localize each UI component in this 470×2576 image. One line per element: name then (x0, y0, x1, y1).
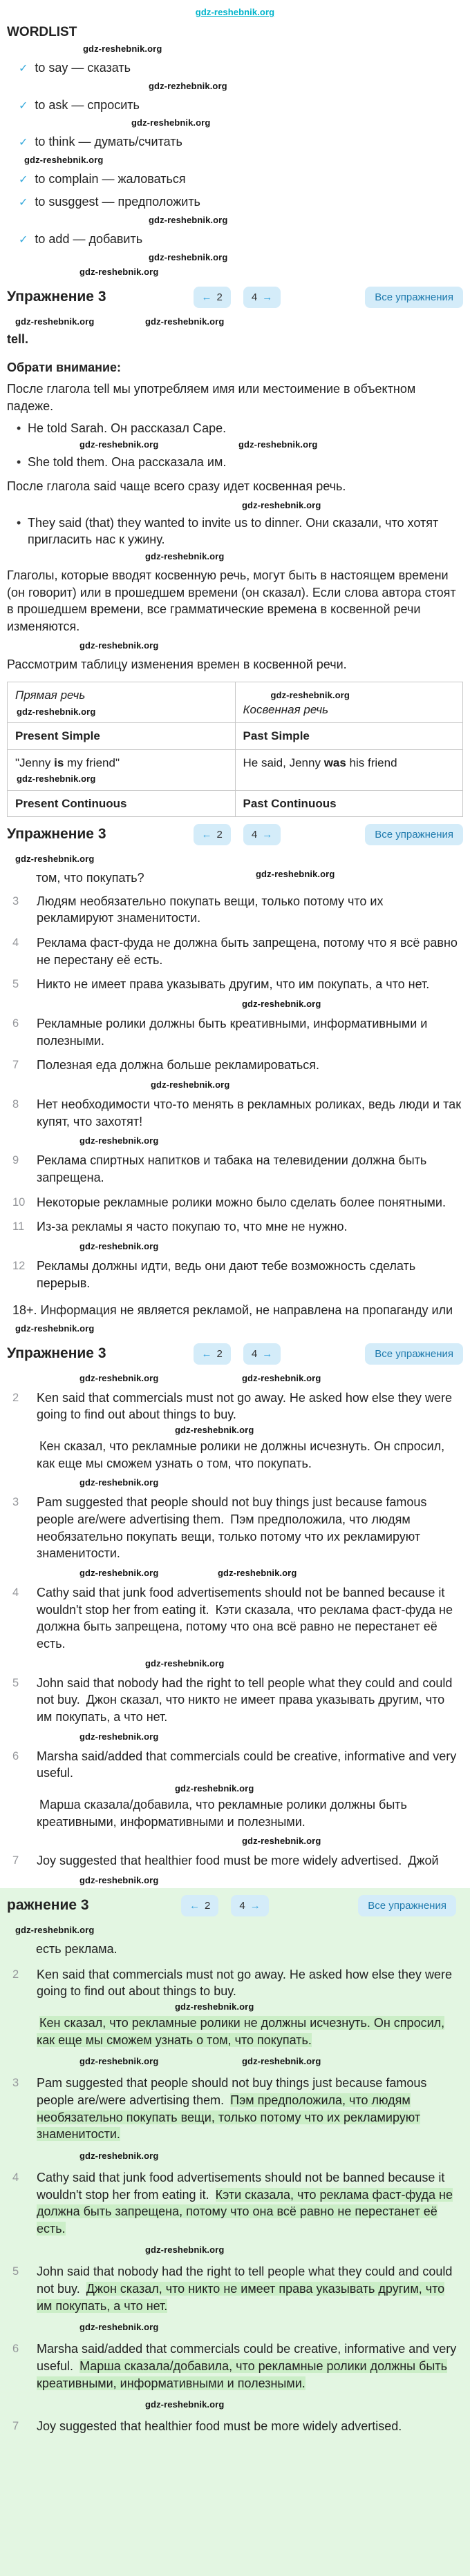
answer-item (7, 2335, 463, 2398)
watermark: gdz-reshebnik.org (79, 1477, 159, 1488)
watermark: gdz-reshebnik.org (175, 2001, 254, 2012)
answer-english: Ken said that commercials must not go away. He asked how else they were going to find out about things to buy. (37, 1390, 452, 1422)
arrow-left-icon: ← (201, 829, 212, 841)
answer-fragment: том, что покупать? (36, 871, 144, 885)
answer-item (7, 1849, 463, 1874)
item-number: 3 (12, 2077, 19, 2090)
answer-item (7, 1581, 463, 1657)
grammar-example: • She told them. Она рассказала им. (7, 452, 463, 472)
item-number: 5 (12, 2265, 19, 2278)
answer-english: Cathy said that junk food advertisements should not be banned because it wouldn't stop her from eating it. (37, 2170, 445, 2202)
translation-text: Полезная еда должна больше рекламироваться. (37, 1058, 320, 1073)
answer-item (7, 1671, 463, 1730)
translation-item (7, 890, 463, 931)
watermark: gdz-reshebnik.org (145, 1657, 225, 1669)
prev-exercise-number: 2 (216, 291, 223, 304)
translation-item (7, 931, 463, 972)
answer-item (7, 2258, 463, 2320)
check-icon: ✓ (19, 197, 28, 209)
answer-text (37, 2418, 462, 2435)
next-exercise-number: 4 (239, 1899, 245, 1912)
answer-text (37, 2075, 462, 2143)
answer-russian: Кэти сказала, что реклама фаст-фуда не должна быть запрещена, потому что она всё равно не перестанет её есть. (37, 2187, 453, 2236)
next-exercise-button[interactable] (243, 1343, 281, 1365)
answer-english: Marsha said/added that commercials could be creative, informative and very useful. (37, 1749, 457, 1780)
watermark: gdz-reshebnik.org (175, 1425, 254, 1436)
wordlist-item-text: to think — думать/считать (35, 135, 182, 149)
watermark: gdz-reshebnik.org (149, 215, 228, 226)
translation-text: Нет необходимости что-то менять в рекламных роликах, ведь люди и так купят, что захотят! (37, 1097, 462, 1128)
tense-direct: Present Continuous (8, 790, 236, 816)
translation-text: Людям необязательно покупать вещи, только потому что их рекламируют знаменитости. (37, 894, 384, 925)
wordlist-item (7, 57, 463, 79)
exercise-title: Упражнение 3 (7, 289, 106, 305)
item-number: 3 (12, 1496, 19, 1509)
answer-english: Cathy said that junk food advertisements should not be banned because it wouldn't stop her from eating it. (37, 1586, 445, 1617)
answer-text (37, 2263, 462, 2314)
table-header-reported-speech: gdz-reshebnik.org Косвенная речь (235, 682, 463, 723)
item-number: 7 (12, 1059, 19, 1072)
item-number: 2 (12, 1391, 19, 1404)
tense-change-table (7, 682, 463, 817)
translation-text: Рекламы должны идти, ведь они дают тебе возможность сделать перерыв. (37, 1258, 416, 1290)
all-exercises-button[interactable]: Все упражнения (358, 1895, 456, 1916)
arrow-right-icon: → (262, 1347, 273, 1360)
pager (194, 287, 281, 308)
exercise-navbar (0, 1336, 470, 1372)
translation-text: Никто не имеет права указывать другим, что им покупать, а что нет. (37, 977, 430, 992)
translation-text: Реклама спиртных напитков и табака на телевидении должна быть запрещена. (37, 1153, 427, 1184)
watermark: gdz-reshebnik.org (242, 2056, 321, 2067)
translation-item (7, 1012, 463, 1053)
item-number: 4 (12, 936, 19, 949)
tense-direct: Present Simple (8, 723, 236, 749)
answer-text (37, 1584, 462, 1653)
table-row (8, 723, 463, 749)
watermark: gdz-reshebnik.org (83, 43, 162, 54)
example-direct: "Jenny is my friend" gdz-reshebnik.org (8, 749, 236, 790)
answer-english: Marsha said/added that commercials could be creative, informative and very useful. (37, 2342, 457, 2374)
watermark: gdz-reshebnik.org (151, 1079, 230, 1090)
item-number: 7 (12, 1854, 19, 1867)
grammar-example: • He told Sarah. Он рассказал Саре. (7, 419, 463, 439)
arrow-right-icon: → (250, 1899, 261, 1912)
example-reported: He said, Jenny was his friend (235, 749, 463, 790)
grammar-example: • They said (that) they wanted to invite us to dinner. Они сказали, что хотят пригласить нас к ужину. (7, 513, 463, 550)
answer-text (37, 1494, 462, 1562)
item-number: 2 (12, 1968, 19, 1981)
answer-english: Pam suggested that people should not buy things just because famous people are/were advertising them. (37, 2076, 427, 2107)
translation-item (7, 1215, 463, 1240)
next-exercise-number: 4 (251, 829, 258, 841)
watermark: gdz-reshebnik.org (242, 499, 321, 510)
wordlist-item (7, 191, 463, 213)
translation-item (7, 1254, 463, 1296)
grammar-paragraph: Глаголы, которые вводят косвенную речь, могут быть в настоящем времени (он говорит) или в прошедшем времени (он сказал). Если слова автора стоят в прошедшем времени, все грамматические времена в косвенной речи изменяются. (7, 568, 456, 633)
next-exercise-button[interactable] (243, 287, 281, 308)
watermark: gdz-reshebnik.org (270, 690, 350, 701)
watermark: gdz-reshebnik.org (79, 640, 159, 651)
answer-text (37, 1675, 462, 1726)
translations-section (0, 852, 470, 1336)
answer-item (7, 2412, 463, 2441)
watermark: gdz-reshebnik.org (79, 1372, 159, 1383)
pager (181, 1895, 269, 1916)
watermark: gdz-reshebnik.org (79, 1874, 159, 1885)
tense-reported: Past Simple (235, 723, 463, 749)
answer-russian: Марша сказала/добавила, что рекламные ролики должны быть креативными, информативными и полезными. (37, 1797, 407, 1829)
next-exercise-number: 4 (251, 1347, 258, 1360)
wordlist-item (7, 228, 463, 251)
item-number: 6 (12, 2343, 19, 2356)
wordlist-item-text: to say — сказать (35, 60, 131, 75)
item-number: 6 (12, 1749, 19, 1762)
wordlist-title: WORDLIST (7, 24, 77, 39)
prev-exercise-button[interactable] (194, 287, 231, 308)
exercise-title: ражнение 3 (7, 1897, 89, 1914)
watermark: gdz-reshebnik.org (17, 773, 96, 784)
translation-text: Некоторые рекламные ролики можно было сделать более понятными. (37, 1195, 446, 1209)
answer-text (37, 1390, 462, 1472)
translation-text: Из-за рекламы я часто покупаю то, что мне не нужно. (37, 1220, 348, 1234)
note-title: Обрати внимание: (7, 360, 122, 374)
wordlist-section (0, 0, 470, 280)
answer-english: Joy suggested that healthier food must be more widely advertised. (37, 2419, 402, 2434)
item-number: 6 (12, 1017, 19, 1030)
item-number: 10 (12, 1195, 26, 1209)
prev-exercise-button[interactable] (181, 1895, 218, 1916)
table-row (8, 790, 463, 816)
watermark: gdz-reshebnik.org (242, 1372, 321, 1383)
translation-item (7, 972, 463, 997)
watermark: gdz-reshebnik.org (242, 1836, 321, 1847)
check-icon: ✓ (19, 174, 28, 186)
watermark: gdz-reshebnik.org (79, 1135, 159, 1146)
highlighted-answers-section (0, 1888, 470, 2576)
arrow-right-icon: → (262, 829, 273, 841)
answer-item (7, 1490, 463, 1566)
answer-russian: Пэм предположила, что людям необязательно покупать вещи, только потому что их рекламируют знаменитости. (37, 1512, 421, 1561)
watermark: gdz-reshebnik.org (79, 2056, 159, 2067)
site-watermark-link[interactable]: gdz-reshebnik.org (195, 7, 275, 17)
check-icon: ✓ (19, 137, 28, 149)
watermark: gdz-reshebnik.org (15, 1323, 95, 1334)
answer-russian: Кен сказал, что рекламные ролики не должны исчезнуть. Он спросил, как еще мы сможем узнать о том, что покупать. (37, 2015, 445, 2047)
exercise-title: Упражнение 3 (7, 826, 106, 843)
watermark: gdz-reshebnik.org (175, 1782, 254, 1794)
item-number: 3 (12, 894, 19, 907)
check-icon: ✓ (19, 234, 28, 247)
answer-item (7, 1744, 463, 1835)
watermark: gdz-reshebnik.org (145, 2399, 225, 2410)
watermark: gdz-reshebnik.org (79, 1731, 159, 1742)
wordlist-item (7, 94, 463, 117)
prev-exercise-number: 2 (216, 1347, 223, 1360)
answer-russian: Марша сказала/добавила, что рекламные ролики должны быть креативными, информативными и полезными. (37, 2359, 447, 2390)
arrow-left-icon: ← (201, 1347, 212, 1360)
item-number: 9 (12, 1154, 19, 1167)
answers-section (0, 1372, 470, 1888)
answer-russian: Пэм предположила, что людям необязательно покупать вещи, только потому что их рекламируют знаменитости. (37, 2093, 421, 2142)
exercise-navbar (0, 280, 470, 315)
prev-exercise-number: 2 (205, 1899, 211, 1912)
watermark: gdz-rezhebnik.org (149, 80, 227, 91)
translation-text: Реклама фаст-фуда не должна быть запрещена, потому что я всё равно не перестану её есть. (37, 935, 458, 967)
watermark: gdz-reshebnik.org (145, 2245, 225, 2256)
watermark: gdz-reshebnik.org (242, 998, 321, 1009)
answer-text (37, 1966, 462, 2049)
answer-text (37, 2340, 462, 2392)
watermark: gdz-reshebnik.org (24, 155, 104, 166)
grammar-paragraph: Рассмотрим таблицу изменения времен в косвенной речи. (7, 657, 347, 671)
table-row (8, 749, 463, 790)
item-number: 11 (12, 1220, 25, 1233)
answer-text (37, 2169, 462, 2238)
check-icon: ✓ (19, 62, 28, 75)
watermark: gdz-reshebnik.org (17, 706, 96, 717)
answer-english: Pam suggested that people should not buy things just because famous people are/were advertising them. (37, 1495, 427, 1527)
answer-fragment: есть реклама. (36, 1941, 118, 1956)
translation-item (7, 1053, 463, 1078)
exercise-navbar (0, 817, 470, 852)
answer-english: John said that nobody had the right to tell people what they could and could not buy. (37, 2265, 453, 2296)
answer-item (7, 2164, 463, 2244)
arrow-left-icon: ← (201, 291, 212, 304)
translation-text: Рекламные ролики должны быть креативными, информативными и полезными. (37, 1016, 428, 1048)
watermark: gdz-reshebnik.org (15, 1924, 95, 1935)
watermark: gdz-reshebnik.org (79, 2322, 159, 2333)
item-number: 4 (12, 1586, 19, 1599)
check-icon: ✓ (19, 99, 28, 112)
wordlist-item-text: to ask — спросить (35, 97, 140, 112)
prev-exercise-button[interactable] (194, 1343, 231, 1365)
item-number: 7 (12, 2420, 19, 2433)
answer-item (7, 1386, 463, 1477)
all-exercises-button[interactable]: Все упражнения (365, 287, 463, 308)
translation-item (7, 1191, 463, 1215)
answer-english: Ken said that commercials must not go away. He asked how else they were going to find out about things to buy. (37, 1967, 452, 1999)
answer-russian: Джон сказал, что никто не имеет права указывать другим, что им покупать, а что нет. (37, 1693, 445, 1724)
watermark: gdz-reshebnik.org (149, 252, 228, 263)
arrow-right-icon: → (262, 291, 273, 304)
grammar-paragraph: После глагола tell мы употребляем имя или местоимение в объектном падеже. (7, 382, 416, 414)
answer-item (7, 2069, 463, 2149)
answer-text (37, 1748, 462, 1831)
item-number: 8 (12, 1097, 19, 1111)
next-exercise-button[interactable] (231, 1895, 268, 1916)
watermark: gdz-reshebnik.org (79, 2150, 159, 2161)
arrow-left-icon: ← (189, 1899, 200, 1912)
answer-russian: Джон сказал, что никто не имеет права указывать другим, что им покупать, а что нет. (37, 2282, 445, 2313)
wordlist-item (7, 168, 463, 191)
translation-item (7, 1148, 463, 1190)
wordlist-item (7, 131, 463, 153)
answer-russian: Кен сказал, что рекламные ролики не должны исчезнуть. Он спросил, как еще мы сможем узнать о том, что покупать. (37, 1439, 445, 1470)
watermark: gdz-reshebnik.org (79, 267, 159, 278)
tell-fragment: tell. (7, 332, 29, 347)
prev-exercise-number: 2 (216, 829, 223, 841)
item-number: 5 (12, 978, 19, 991)
answer-item (7, 1961, 463, 2055)
answer-russian: Джой (408, 1854, 439, 1868)
grammar-paragraph: После глагола said чаще всего сразу идет косвенная речь. (7, 479, 346, 494)
watermark: gdz-reshebnik.org (79, 1568, 159, 1579)
grammar-note-section (0, 315, 470, 817)
all-exercises-button[interactable]: Все упражнения (365, 1343, 463, 1365)
answer-text (37, 1852, 462, 1869)
watermark: gdz-reshebnik.org (145, 551, 225, 562)
watermark: gdz-reshebnik.org (15, 854, 95, 865)
watermark: gdz-reshebnik.org (256, 869, 335, 880)
watermark: gdz-reshebnik.org (79, 439, 159, 450)
answer-english: Joy suggested that healthier food must be more widely advertised. (37, 1854, 402, 1868)
translation-item (7, 1093, 463, 1134)
wordlist-item-text: to add — добавить (35, 232, 143, 247)
watermark: gdz-reshebnik.org (238, 439, 318, 450)
prev-exercise-button[interactable] (194, 824, 231, 845)
wordlist-item-text: to complain — жаловаться (35, 172, 186, 186)
watermark: gdz-reshebnik.org (79, 1240, 159, 1251)
item-number: 4 (12, 2171, 19, 2184)
wordlist-item-text: to susggest — предположить (35, 195, 200, 209)
watermark: gdz-reshebnik.org (15, 316, 95, 327)
item-number: 12 (12, 1259, 26, 1272)
watermark: gdz-reshebnik.org (131, 117, 211, 128)
item-number: 5 (12, 1676, 19, 1689)
table-header-direct-speech: Прямая речь gdz-reshebnik.org (8, 682, 236, 723)
exercise-navbar (7, 1888, 463, 1923)
pager (194, 1343, 281, 1365)
tense-reported: Past Continuous (235, 790, 463, 816)
answer-russian: Кэти сказала, что реклама фаст-фуда не должна быть запрещена, потому что она всё равно не перестанет её есть. (37, 1602, 453, 1651)
pager (194, 824, 281, 845)
next-exercise-number: 4 (251, 291, 258, 304)
top-watermark-row (7, 0, 463, 21)
all-exercises-button[interactable]: Все упражнения (365, 824, 463, 845)
watermark: gdz-reshebnik.org (218, 1568, 297, 1579)
age-disclaimer: 18+. Информация не является рекламой, не направлена на пропаганду или (12, 1303, 453, 1318)
exercise-title: Упражнение 3 (7, 1345, 106, 1361)
next-exercise-button[interactable] (243, 824, 281, 845)
answer-english: John said that nobody had the right to tell people what they could and could not buy. (37, 1675, 453, 1707)
watermark: gdz-reshebnik.org (145, 316, 225, 327)
